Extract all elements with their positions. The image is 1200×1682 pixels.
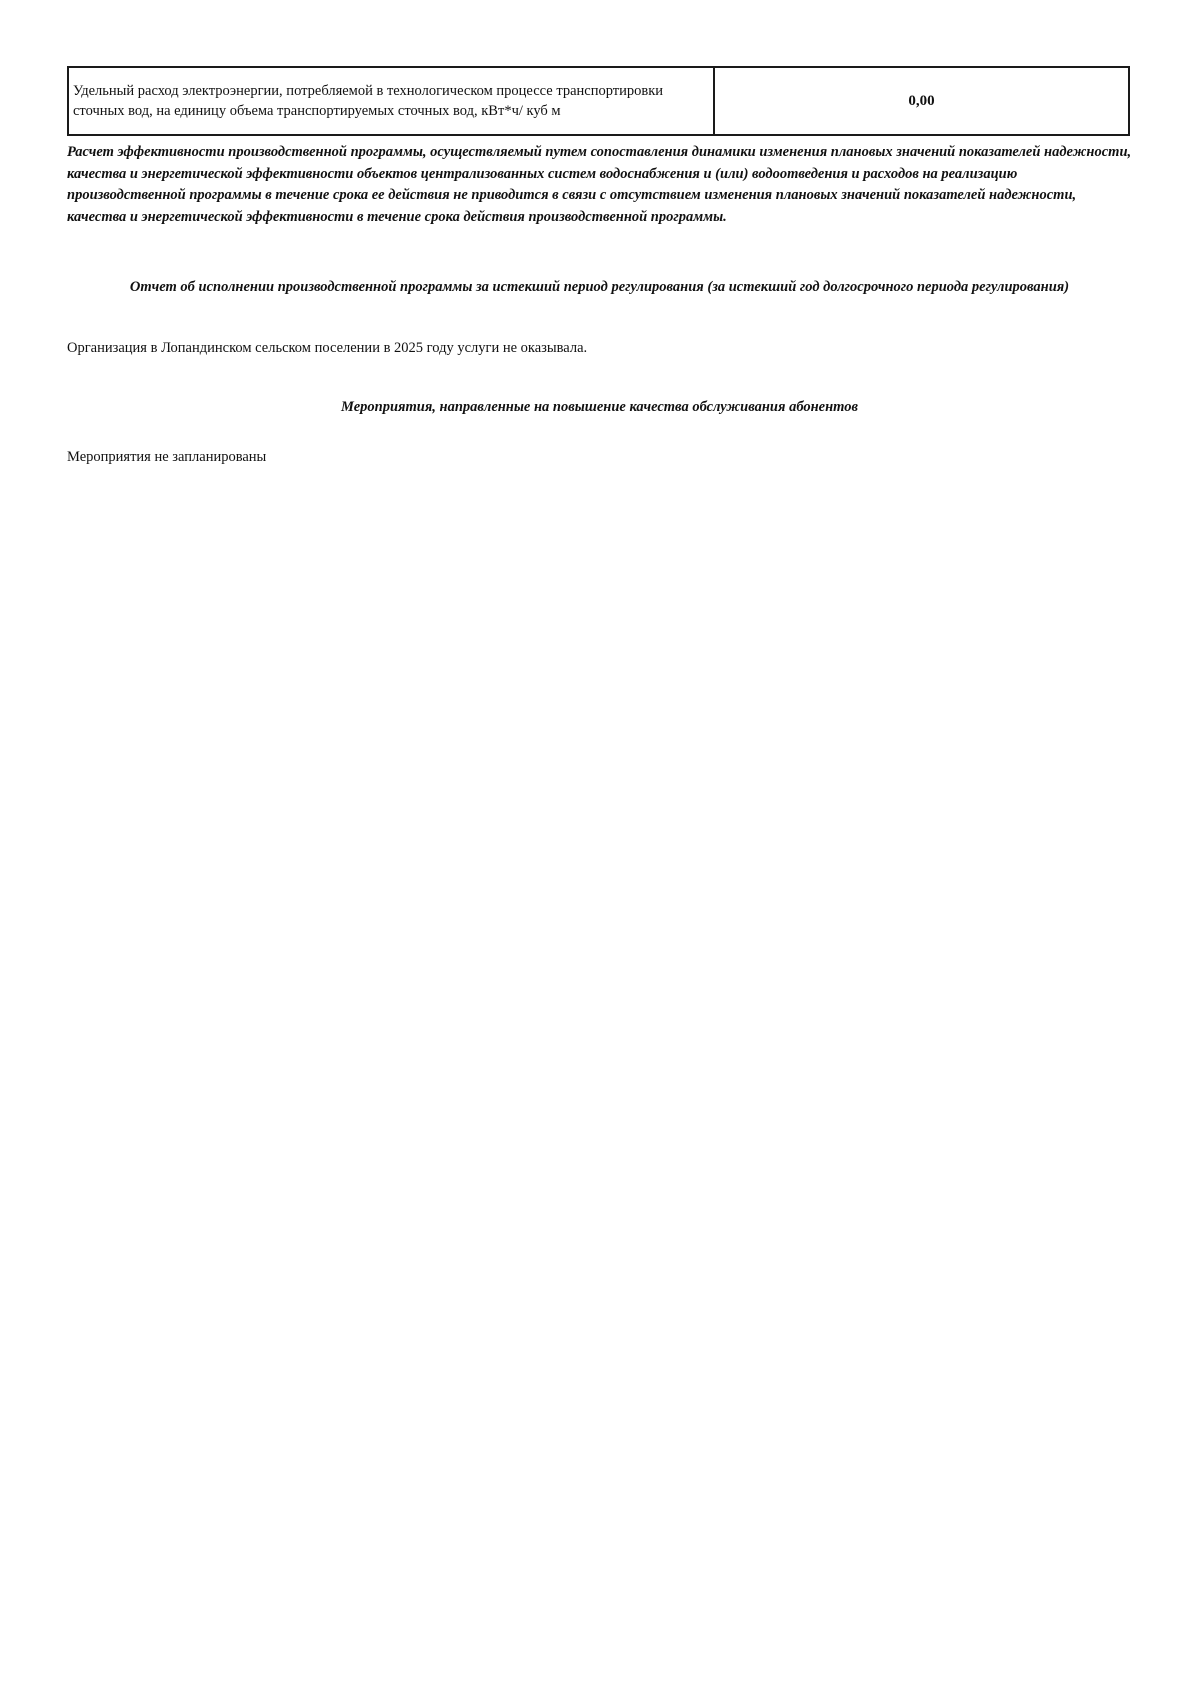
table-row [68,67,1129,135]
indicator-table [67,66,1130,136]
measures-text: Мероприятия не запланированы [67,449,267,465]
efficiency-note: Расчет эффективности производственной программы, осуществляемый путем сопоставления динамики изменения плановых значений показателей надежности, качества и энергетической эффективности объектов централизованных систем водоснабжения и (или) водоотведения и расходов на реализацию производственной программы в течение срока ее действия не приводится в связи с отсутствием изменения плановых значений показателей надежности, качества и энергетической эффективности в течение срока действия производственной программы. [67,144,1132,225]
report-heading: Отчет об исполнении производственной программы за истекший период регулирования (за истекший год долгосрочного периода регулирования) [129,279,1070,295]
indicator-value-cell: 0,00 [714,67,1129,135]
report-text: Организация в Лопандинском сельском поселении в 2025 году услуги не оказывала. [67,340,588,356]
measures-heading: Мероприятия, направленные на повышение качества обслуживания абонентов [341,399,858,415]
indicator-label-cell: Удельный расход электроэнергии, потребляемой в технологическом процессе транспортировки сточных вод, на единицу объема транспортируемых сточных вод, кВт*ч/ куб м [68,67,714,135]
